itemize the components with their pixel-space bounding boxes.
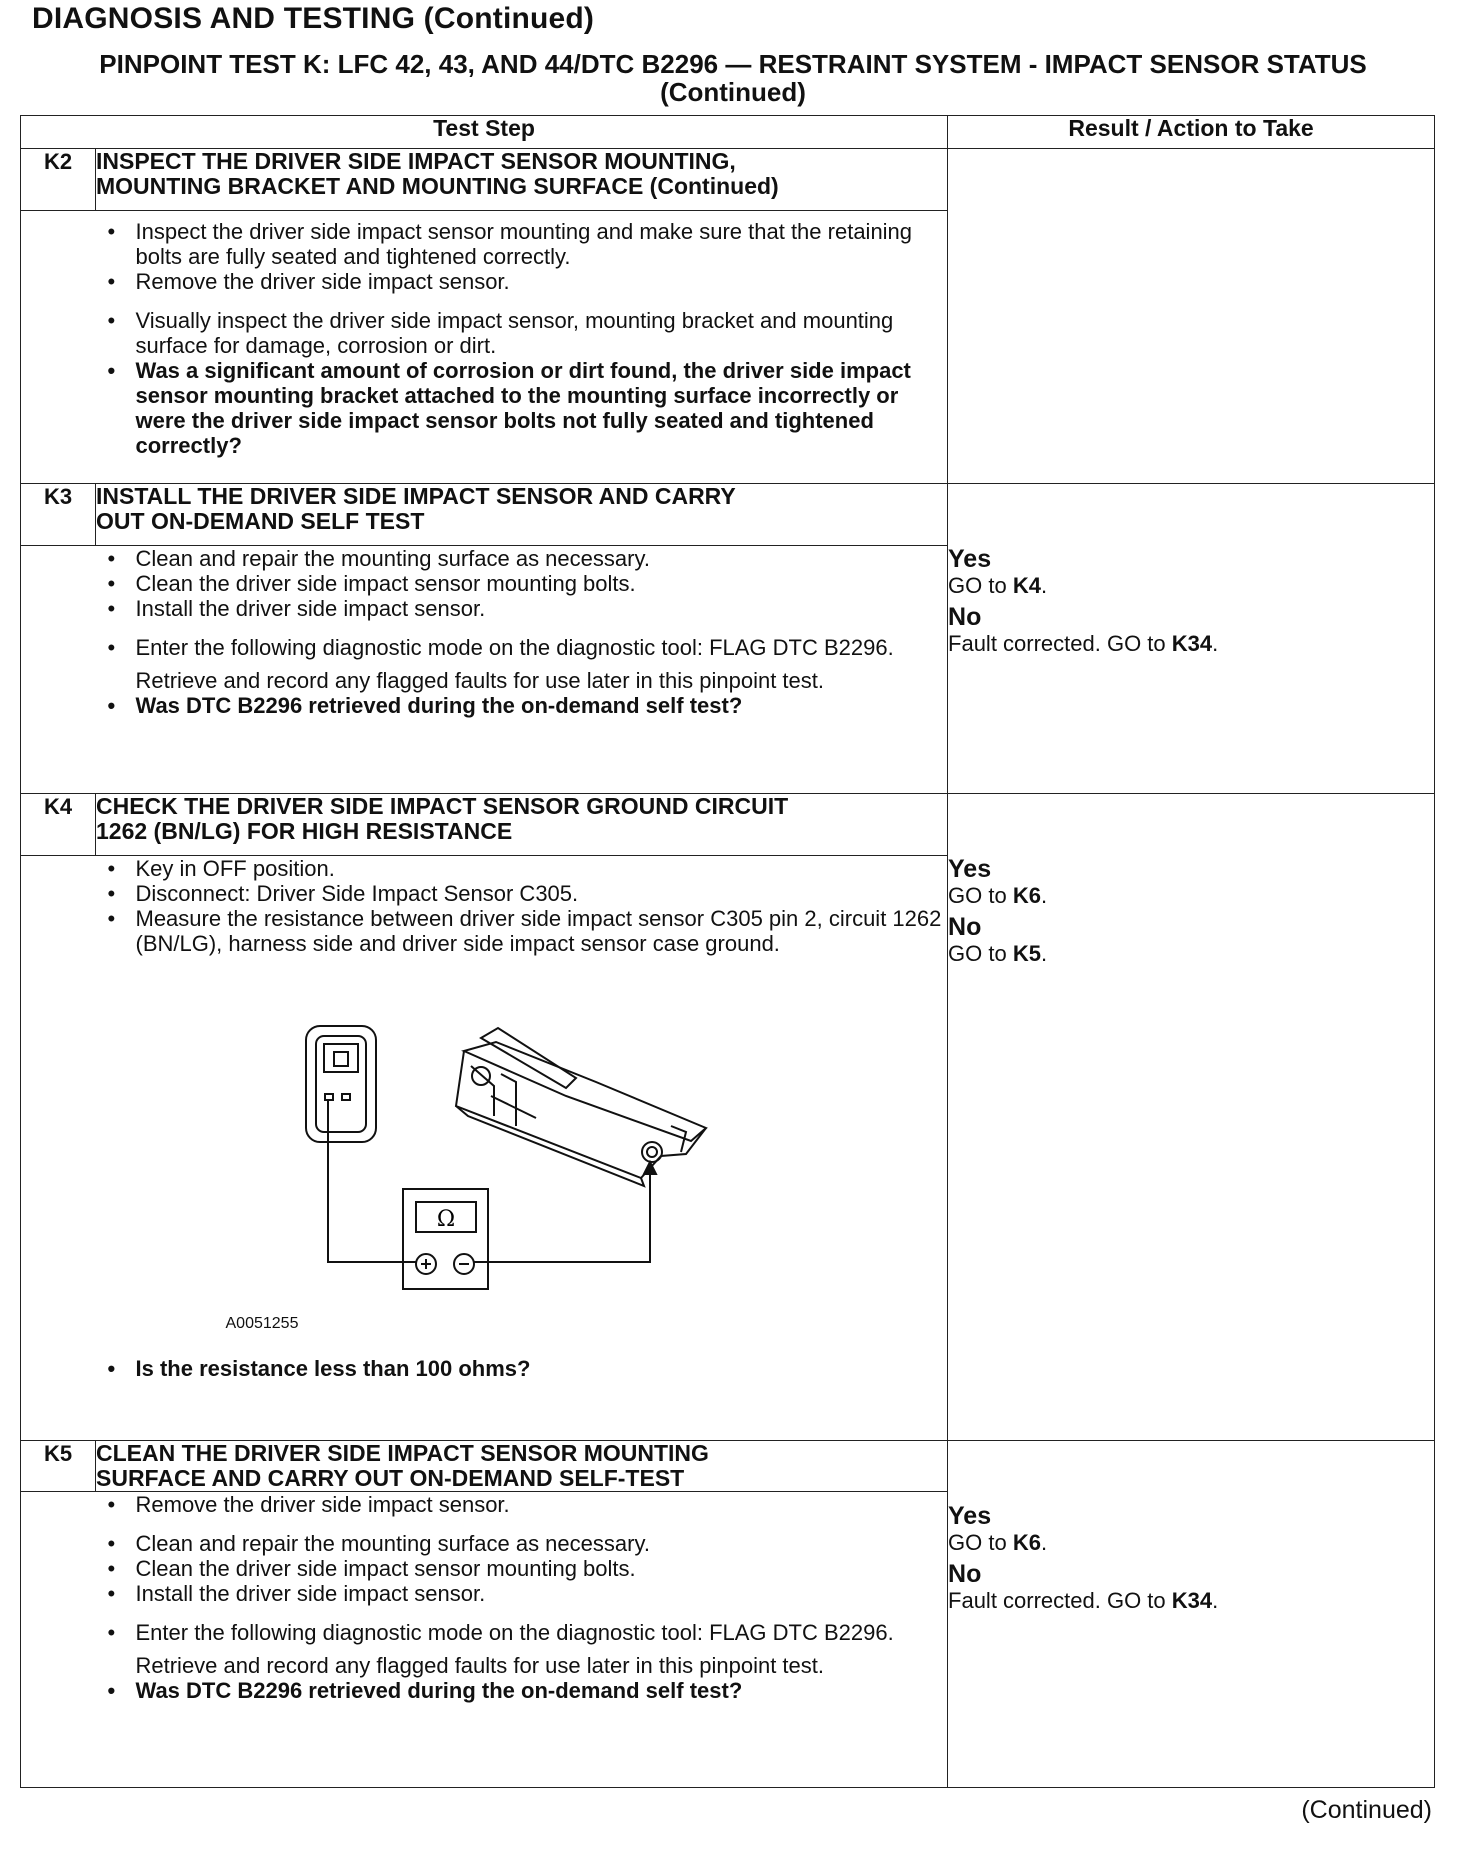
ohm-symbol: Ω — [436, 1207, 455, 1232]
goto-k34-link[interactable]: K34 — [1171, 631, 1213, 656]
step-id-k3: K3 — [21, 484, 96, 546]
ohmmeter-icon — [403, 1189, 488, 1289]
result-no-action: GO to K5. — [948, 941, 1048, 966]
step-item: • Remove the driver side impact sensor. — [96, 1492, 948, 1517]
step-item: • Enter the following diagnostic mode on the diagnostic tool: FLAG DTC B2296. — [96, 635, 948, 660]
step-title-line: INSTALL THE DRIVER SIDE IMPACT SENSOR AND CARRY — [96, 483, 736, 509]
connector-c305-icon — [306, 1026, 376, 1142]
figure-code: A0051255 — [225, 1315, 299, 1332]
step-id-k2: K2 — [21, 149, 96, 211]
step-title-line: CLEAN THE DRIVER SIDE IMPACT SENSOR MOUNTING — [96, 1440, 709, 1466]
step-item: • Clean the driver side impact sensor mounting bolts. — [96, 1556, 948, 1581]
step-item: • Key in OFF position. — [96, 856, 948, 881]
step-id-blank — [21, 856, 96, 1441]
step-id-blank — [21, 546, 96, 794]
step-title-line: CHECK THE DRIVER SIDE IMPACT SENSOR GROUND CIRCUIT — [96, 793, 789, 819]
pinpoint-test-table — [20, 115, 1435, 1788]
result-no-label: No — [948, 913, 982, 941]
goto-k34-link[interactable]: K34 — [1171, 1588, 1213, 1613]
result-yes-action: GO to K6. — [948, 1530, 1048, 1555]
header-result-action: Result / Action to Take — [948, 116, 1435, 149]
pinpoint-title-line: PINPOINT TEST K: LFC 42, 43, AND 44/DTC B2296 — RESTRAINT SYSTEM - IMPACT SENSOR STATUS — [99, 49, 1367, 79]
ohmmeter-figure — [96, 956, 948, 1334]
result-yes-label: Yes — [948, 1502, 992, 1530]
step-title-k4 — [96, 794, 948, 856]
result-yes-label: Yes — [948, 545, 992, 573]
step-item: • Measure the resistance between driver side impact sensor C305 pin 2, circuit 1262 (BN/LG), harness side and driver side impact sensor case ground. — [96, 906, 948, 956]
step-question: • Is the resistance less than 100 ohms? — [96, 1356, 948, 1381]
step-item: • Visually inspect the driver side impact sensor, mounting bracket and mounting surface for damage, corrosion or dirt. — [96, 308, 948, 358]
goto-k6-link[interactable]: K6 — [1012, 883, 1041, 908]
step-title-line: MOUNTING BRACKET AND MOUNTING SURFACE (Continued) — [96, 173, 779, 199]
step-note: Retrieve and record any flagged faults for use later in this pinpoint test. — [135, 1653, 824, 1678]
step-body-k3 — [96, 546, 948, 794]
result-no-action: Fault corrected. GO to K34. — [948, 631, 1219, 656]
step-question: • Was DTC B2296 retrieved during the on-demand self test? — [96, 693, 948, 718]
step-question: • Was a significant amount of corrosion or dirt found, the driver side impact sensor mounting bracket attached to the mounting surface incorrectly or were the driver side impact sensor bolts not fully seated and tightened correctly? — [96, 358, 948, 458]
step-question: • Was DTC B2296 retrieved during the on-demand self test? — [96, 1678, 948, 1703]
step-body-k5 — [96, 1492, 948, 1788]
header-test-step: Test Step — [21, 116, 948, 149]
pinpoint-test-title — [28, 50, 1438, 106]
step-title-line: OUT ON-DEMAND SELF TEST — [96, 508, 425, 534]
step-title-k5 — [96, 1441, 948, 1492]
step-note: Retrieve and record any flagged faults for use later in this pinpoint test. — [135, 668, 824, 693]
goto-k5-link[interactable]: K5 — [1012, 941, 1041, 966]
step-item: • Clean and repair the mounting surface as necessary. — [96, 1531, 948, 1556]
goto-k4-link[interactable]: K4 — [1012, 573, 1041, 598]
step-item: • Install the driver side impact sensor. — [96, 596, 948, 621]
continued-footer: (Continued) — [1301, 1796, 1432, 1824]
step-title-k2 — [96, 149, 948, 211]
step-title-line: 1262 (BN/LG) FOR HIGH RESISTANCE — [96, 818, 513, 844]
ohmmeter-diagram — [96, 956, 936, 1334]
step-item: • Inspect the driver side impact sensor mounting and make sure that the retaining bolts are fully seated and tightened correctly. — [96, 219, 948, 269]
impact-sensor-icon — [456, 1028, 706, 1186]
step-body-k4 — [96, 856, 948, 1441]
step-title-k3 — [96, 484, 948, 546]
result-cell-k3 — [948, 484, 1435, 794]
step-item: • Clean and repair the mounting surface as necessary. — [96, 546, 948, 571]
goto-k6-link[interactable]: K6 — [1012, 1530, 1041, 1555]
result-yes-action: GO to K6. — [948, 883, 1048, 908]
step-item: • Clean the driver side impact sensor mounting bolts. — [96, 571, 948, 596]
result-no-label: No — [948, 603, 982, 631]
result-no-label: No — [948, 1560, 982, 1588]
step-id-blank — [21, 1492, 96, 1788]
step-item: • Disconnect: Driver Side Impact Sensor C305. — [96, 881, 948, 906]
step-item: • Install the driver side impact sensor. — [96, 1581, 948, 1606]
step-id-k4: K4 — [21, 794, 96, 856]
page-title: DIAGNOSIS AND TESTING (Continued) — [32, 2, 595, 35]
step-title-line: INSPECT THE DRIVER SIDE IMPACT SENSOR MOUNTING, — [96, 148, 736, 174]
result-yes-label: Yes — [948, 855, 992, 883]
pinpoint-title-continued: (Continued) — [660, 77, 806, 107]
step-id-k5: K5 — [21, 1441, 96, 1492]
step-item: • Enter the following diagnostic mode on the diagnostic tool: FLAG DTC B2296. — [96, 1620, 948, 1645]
result-no-action: Fault corrected. GO to K34. — [948, 1588, 1219, 1613]
step-item: • Remove the driver side impact sensor. — [96, 269, 948, 294]
result-cell-k5 — [948, 1441, 1435, 1788]
step-title-line: SURFACE AND CARRY OUT ON-DEMAND SELF-TEST — [96, 1465, 685, 1491]
result-cell-k2 — [948, 149, 1435, 484]
result-yes-action: GO to K4. — [948, 573, 1048, 598]
test-lead-wires — [328, 1100, 656, 1262]
step-body-k2 — [96, 211, 948, 484]
step-id-blank — [21, 211, 96, 484]
result-cell-k4 — [948, 794, 1435, 1441]
